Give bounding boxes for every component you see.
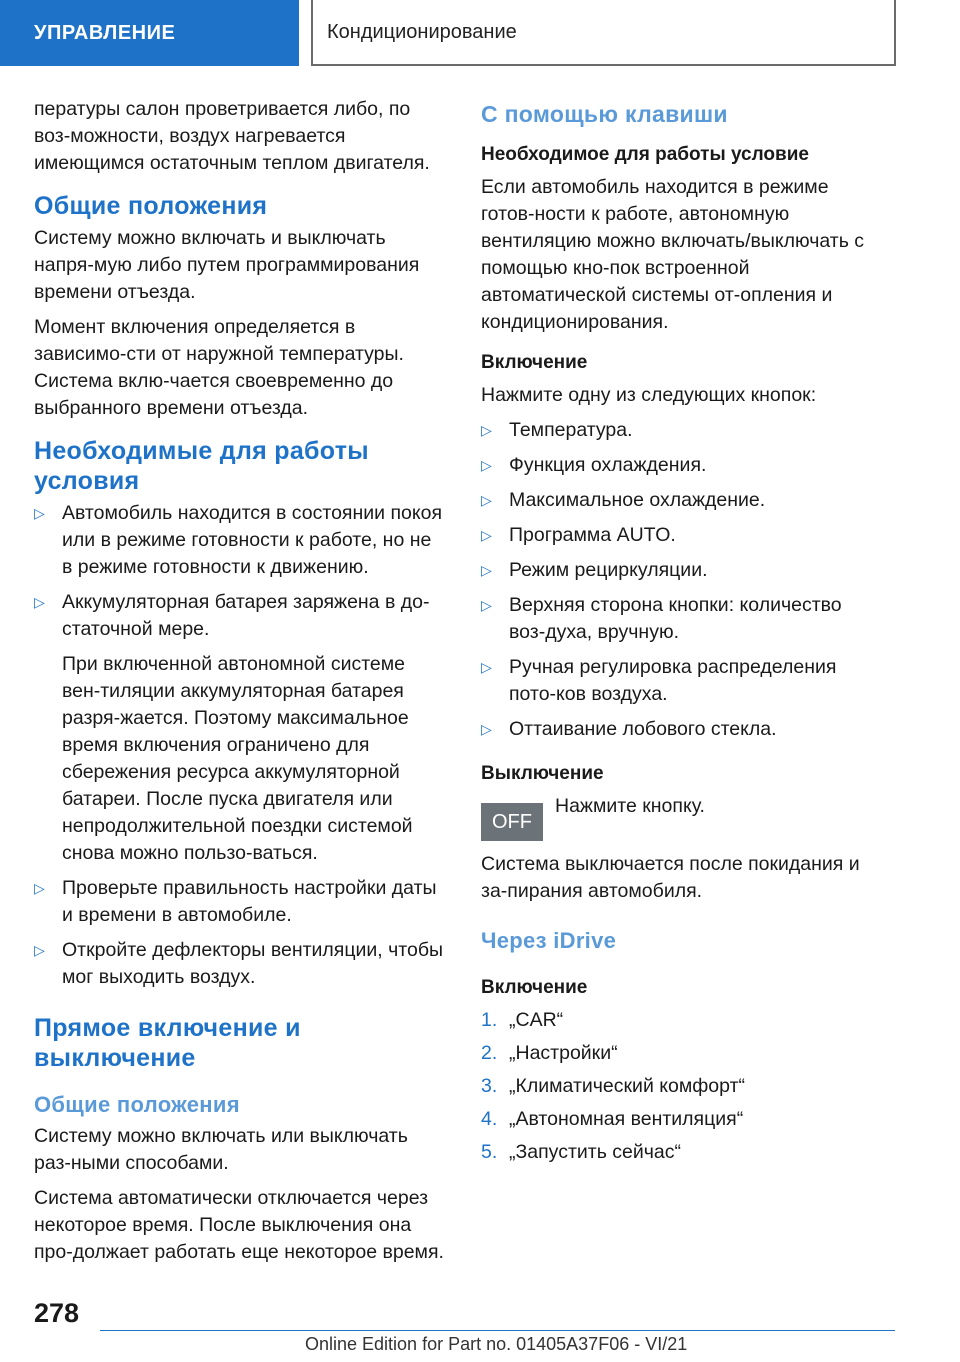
heading-key: С помощью клавиши [481, 101, 728, 127]
right-column [481, 100, 881, 1172]
list-item: ▷ Температура. [481, 417, 881, 444]
paragraph: Система выключается после покидания и за-пирания автомобиля. [481, 853, 860, 902]
list-item: 2. „Настройки“ [481, 1042, 618, 1064]
off-instruction-text: Нажмите кнопку. [555, 795, 705, 817]
paragraph: Система автоматически отключается через некоторое время. После выключения она про-должает работать еще некоторое время. [34, 1187, 444, 1263]
paragraph: Нажмите одну из следующих кнопок: [481, 384, 817, 406]
off-instruction [481, 793, 881, 841]
heading-idrive: Через iDrive [481, 928, 617, 953]
list-item: ▷ Аккумуляторная батарея заряжена в до-статочной мере. [34, 591, 430, 640]
paragraph: Систему можно включать и выключать напря-мую либо путем программирования времени отъезда. [34, 227, 420, 303]
triangle-bullet-icon: ▷ [34, 594, 45, 610]
list-item: ▷ Автомобиль находится в состоянии покоя или в режиме готовности к работе, но не в режиме готовности к движению. [34, 502, 443, 578]
paragraph: Если автомобиль находится в режиме готов-ности к работе, автономную вентиляцию можно включать/выключать с помощью кно-пок встроенной автоматической системы от-опления и кондиционирования. [481, 176, 865, 333]
triangle-bullet-icon: ▷ [34, 505, 45, 521]
page-number: 278 [34, 1298, 80, 1328]
left-column [34, 96, 446, 1274]
list-item: ▷ Функция охлаждения. [481, 452, 881, 479]
subheading-general: Общие положения [34, 1092, 240, 1117]
list-item: ▷ Откройте дефлекторы вентиляции, чтобы мог выходить воздух. [34, 939, 444, 988]
heading-conditions: Необходимые для работы условия [34, 437, 369, 495]
list-item: 4. „Автономная вентиляция“ [481, 1108, 744, 1130]
triangle-bullet-icon: ▷ [481, 562, 492, 578]
header-section [0, 0, 299, 66]
triangle-bullet-icon: ▷ [481, 597, 492, 613]
header-section-label: УПРАВЛЕНИЕ [34, 21, 176, 44]
triangle-bullet-icon: ▷ [481, 659, 492, 675]
heading-direct: Прямое включение и выключение [34, 1014, 301, 1072]
list-item: 5. „Запустить сейчас“ [481, 1141, 682, 1163]
list-item: ▷ Верхняя сторона кнопки: количество воз-духа, вручную. [481, 594, 842, 643]
header-chapter [311, 0, 896, 66]
list-item: ▷ Проверьте правильность настройки даты и времени в автомобиле. [34, 877, 437, 926]
triangle-bullet-icon: ▷ [481, 422, 492, 438]
triangle-bullet-icon: ▷ [481, 527, 492, 543]
list-item: ▷ Максимальное охлаждение. [481, 487, 881, 514]
header-chapter-label: Кондиционирование [327, 20, 517, 43]
footer-edition: Online Edition for Part no. 01405A37F06 - VI/21 [305, 1334, 688, 1354]
triangle-bullet-icon: ▷ [34, 942, 45, 958]
footer-divider [100, 1330, 895, 1331]
list-item: ▷ Режим рециркуляции. [481, 557, 881, 584]
triangle-bullet-icon: ▷ [34, 880, 45, 896]
triangle-bullet-icon: ▷ [481, 492, 492, 508]
triangle-bullet-icon: ▷ [481, 457, 492, 473]
list-item: 3. „Климатический комфорт“ [481, 1075, 745, 1097]
heading-general: Общие положения [34, 192, 268, 220]
heading-on-idrive: Включение [481, 977, 588, 998]
list-item: ▷ Оттаивание лобового стекла. [481, 716, 881, 743]
heading-condition: Необходимое для работы условие [481, 144, 809, 165]
heading-off: Выключение [481, 763, 604, 784]
heading-on: Включение [481, 352, 588, 373]
list-item: ▷ Программа AUTO. [481, 522, 881, 549]
list-item-note: При включенной автономной системе вен-тиляции аккумуляторная батарея разря-жается. Поэтому максимальное время включения ограничено для сбережения ресурса аккумуляторной батареи. После пуска двигателя или непродолжительной поездки системой снова можно пользо-ваться. [62, 653, 413, 864]
triangle-bullet-icon: ▷ [481, 721, 492, 737]
list-item: 1. „CAR“ [481, 1009, 564, 1031]
paragraph: пературы салон проветривается либо, по воз-можности, воздух нагревается имеющимся остаточным теплом двигателя. [34, 98, 430, 174]
off-button-icon: OFF [481, 803, 543, 841]
paragraph: Систему можно включать или выключать раз-ными способами. [34, 1125, 408, 1174]
paragraph: Момент включения определяется в зависимо-сти от наружной температуры. Система вклю-чается своевременно до выбранного времени отъезда. [34, 316, 404, 419]
list-item: ▷ Ручная регулировка распределения пото-ков воздуха. [481, 656, 837, 705]
